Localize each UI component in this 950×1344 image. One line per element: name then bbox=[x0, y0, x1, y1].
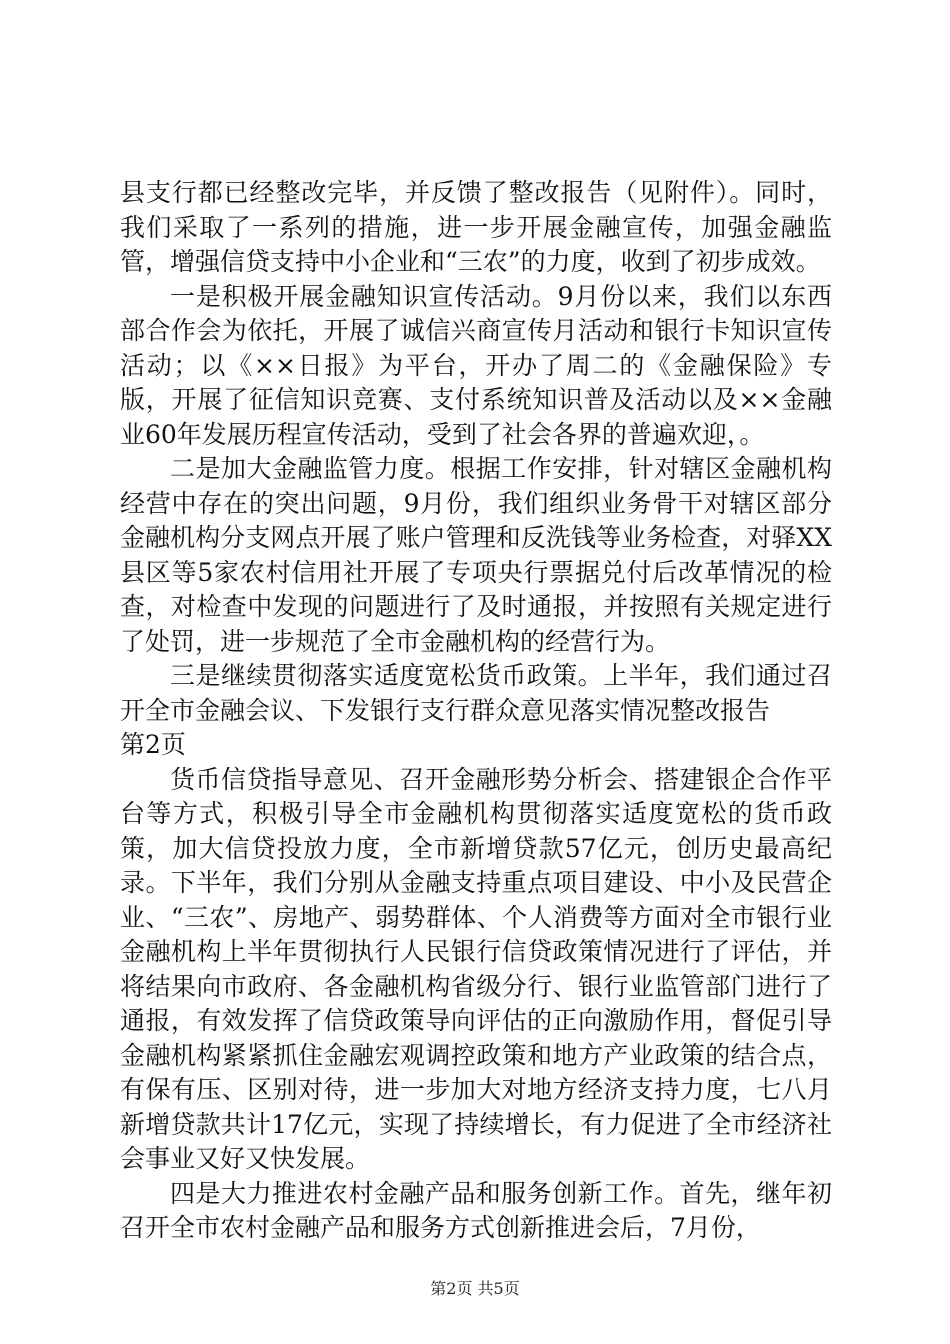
page-footer: 第2页 共5页 bbox=[430, 1279, 520, 1298]
paragraph-rural-finance: 四是大力推进农村金融产品和服务创新工作。首先，继年初召开全市农村金融产品和服务方式创新推进会后，7月份， bbox=[120, 1178, 832, 1242]
paragraph-publicity: 一是积极开展金融知识宣传活动。9月份以来，我们以东西部合作会为依托，开展了诚信兴商宣传月活动和银行卡知识宣传活动；以《××日报》为平台，开办了周二的《金融保险》专版，开展了征信知识竞赛、支付系统知识普及活动以及××金融业60年发展历程宣传活动，受到了社会各界的普遍欢迎，。 bbox=[120, 281, 832, 449]
paragraph-supervision: 二是加大金融监管力度。根据工作安排，针对辖区金融机构经营中存在的突出问题，9月份，我们组织业务骨干对辖区部分金融机构分支网点开展了账户管理和反洗钱等业务检查，对驿XX县区等5家农村信用社开展了专项央行票据兑付后改革情况的检查，对检查中发现的问题进行了及时通报，并按照有关规定进行了处罚，进一步规范了全市金融机构的经营行为。 bbox=[120, 454, 832, 656]
paragraph-continuation: 县支行都已经整改完毕，并反馈了整改报告（见附件）。同时，我们采取了一系列的措施，进一步开展金融宣传，加强金融监管，增强信贷支持中小企业和“三农”的力度，收到了初步成效。 bbox=[120, 178, 832, 276]
paragraph-monetary-policy: 三是继续贯彻落实适度宽松货币政策。上半年，我们通过召开全市金融会议、下发银行支行群众意见落实情况整改报告 bbox=[120, 661, 832, 725]
document-body bbox=[120, 176, 832, 1246]
inline-page-marker: 第2页 bbox=[120, 730, 186, 759]
paragraph-credit-guidance: 货币信贷指导意见、召开金融形势分析会、搭建银企合作平台等方式，积极引导全市金融机构贯彻落实适度宽松的货币政策，加大信贷投放力度，全市新增贷款57亿元，创历史最高纪录。下半年，我们分别从金融支持重点项目建设、中小及民营企业、“三农”、房地产、弱势群体、个人消费等方面对全市银行业金融机构上半年贯彻执行人民银行信贷政策情况进行了评估，并将结果向市政府、各金融机构省级分行、银行业监管部门进行了通报，有效发挥了信贷政策导向评估的正向激励作用，督促引导金融机构紧紧抓住金融宏观调控政策和地方产业政策的结合点，有保有压、区别对待，进一步加大对地方经济支持力度，七八月新增贷款共计17亿元，实现了持续增长，有力促进了全市经济社会事业又好又快发展。 bbox=[120, 764, 832, 1173]
